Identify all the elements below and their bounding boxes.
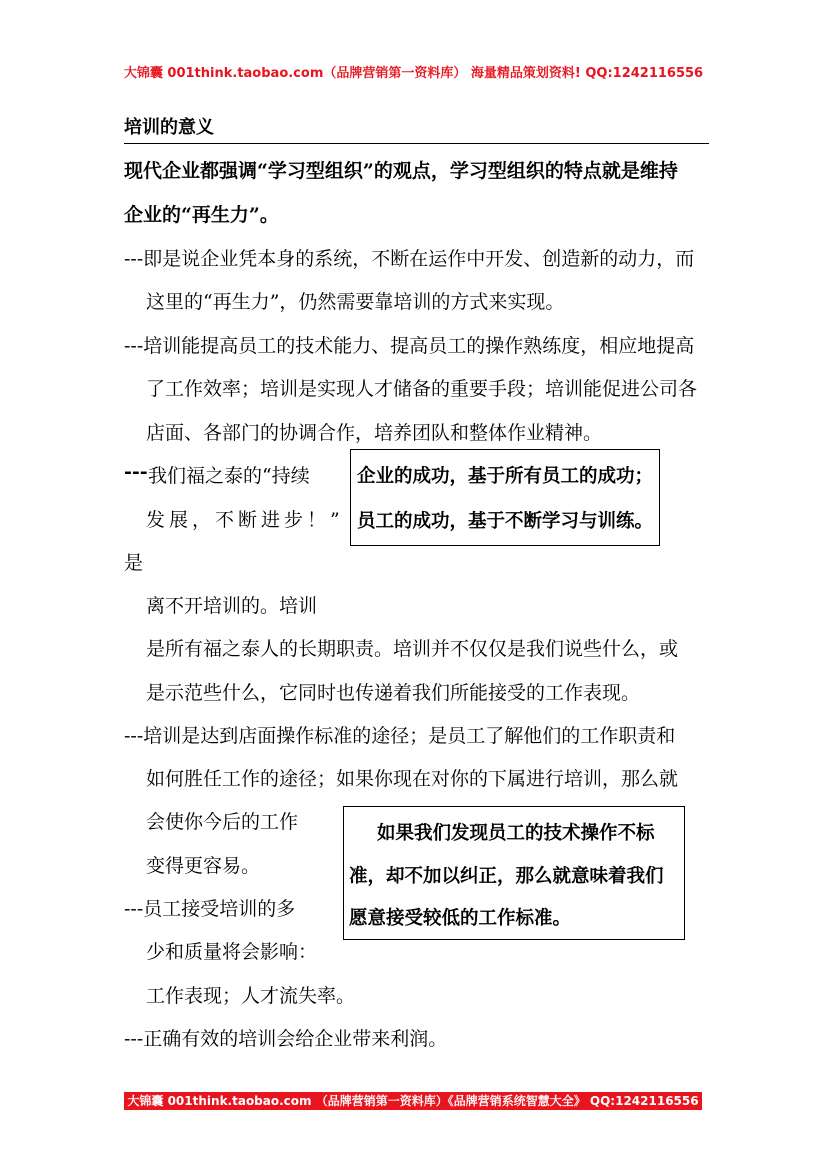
callout-box-success-line-2: 员工的成功，基于不断学习与训练。	[357, 511, 654, 532]
paragraph-4-line-2: 如何胜任工作的途径；如果你现在对你的下属进行培训，那么就	[146, 768, 679, 790]
paragraph-4-line-3: 会使你今后的工作	[146, 811, 299, 833]
callout-box-standard-line-3: 愿意接受较低的工作标准。	[349, 908, 572, 929]
header-banner: 大锦囊 001think.taobao.com（品牌营销第一资料库） 海量精品策划资料! QQ:1242116556	[123, 66, 704, 81]
callout-box-standard	[343, 806, 685, 940]
paragraph-3-line-6: 是示范些什么，它同时也传递着我们所能接受的工作表现。	[146, 682, 641, 704]
paragraph-1-line-1: ---即是说企业凭本身的系统，不断在运作中开发、创造新的动力，而	[124, 248, 695, 270]
paragraph-3-line-3: 是	[124, 552, 144, 574]
callout-box-success-line-1: 企业的成功，基于所有员工的成功；	[357, 466, 654, 487]
paragraph-5-line-2: 少和质量将会影响：	[146, 941, 318, 963]
callout-box-standard-line-1: 如果我们发现员工的技术操作不标	[377, 823, 655, 844]
callout-box-standard-line-2: 准，却不加以纠正，那么就意味着我们	[349, 866, 664, 887]
paragraph-3-line-2: 发展，不断进步！”	[146, 509, 344, 531]
intro-line-1: 现代企业都强调“学习型组织”的观点，学习型组织的特点就是维持	[124, 160, 678, 182]
paragraph-4-line-1: ---培训是达到店面操作标准的途径；是员工了解他们的工作职责和	[124, 725, 676, 747]
section-title: 培训的意义	[124, 117, 214, 138]
paragraph-2-line-3: 店面、各部门的协调合作，培养团队和整体作业精神。	[146, 422, 603, 444]
callout-box-success	[350, 449, 660, 546]
paragraph-3-line-5: 是所有福之泰人的长期职责。培训并不仅仅是我们说些什么，或	[146, 638, 679, 660]
paragraph-3-dash: ---	[124, 461, 148, 483]
paragraph-3-line-4: 离不开培训的。培训	[146, 595, 318, 617]
paragraph-2-line-2: 了工作效率；培训是实现人才储备的重要手段；培训能促进公司各	[146, 378, 698, 400]
paragraph-5-line-1: ---员工接受培训的多	[124, 898, 296, 920]
paragraph-5-line-3: 工作表现；人才流失率。	[146, 985, 356, 1007]
paragraph-2-line-1: ---培训能提高员工的技术能力、提高员工的操作熟练度，相应地提高	[124, 335, 695, 357]
title-divider	[124, 143, 709, 144]
paragraph-6-line-1: ---正确有效的培训会给企业带来利润。	[124, 1028, 448, 1050]
footer-banner: 大锦囊 001think.taobao.com （品牌营销第一资料库）《品牌营销系统智慧大全》 QQ:1242116556	[124, 1092, 702, 1110]
paragraph-3-line-1: 我们福之泰的“持续	[148, 465, 310, 487]
intro-line-2: 企业的“再生力”。	[124, 204, 279, 226]
paragraph-1-line-2: 这里的“再生力”，仍然需要靠培训的方式来实现。	[146, 291, 565, 313]
paragraph-4-line-4: 变得更容易。	[146, 855, 261, 877]
